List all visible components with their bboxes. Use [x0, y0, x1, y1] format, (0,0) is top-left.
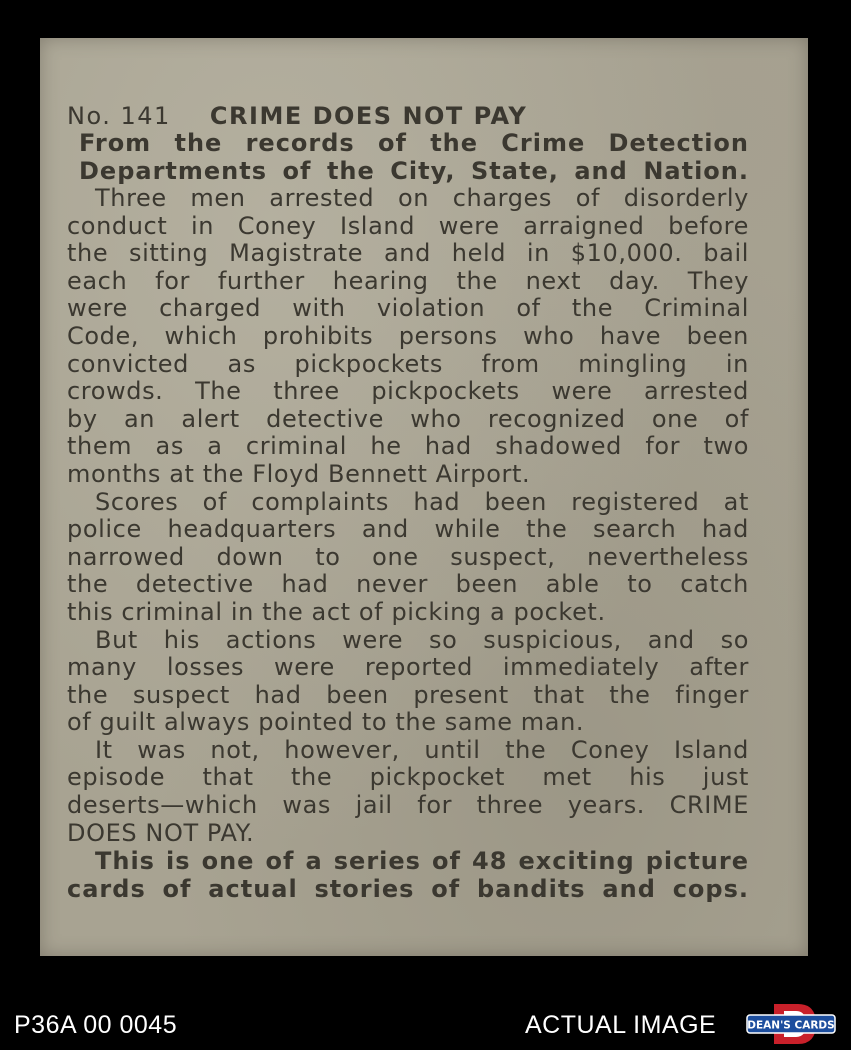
story-line: the sitting Magistrate and held in $10,000. bail: [67, 239, 749, 268]
story-line: of guilt always pointed to the same man.: [67, 708, 585, 737]
story-line: police headquarters and while the search had: [67, 515, 749, 544]
story-line: deserts—which was jail for three years. CRIME: [67, 791, 749, 820]
card-subtitle: [67, 130, 749, 185]
story-line: episode that the pickpocket met his just: [67, 763, 749, 792]
card-header: [67, 102, 749, 130]
story-line: were charged with violation of the Criminal: [67, 294, 749, 323]
story-line: Scores of complaints had been registered at: [95, 487, 749, 516]
story-line: by an alert detective who recognized one of: [67, 404, 749, 433]
subtitle-line: Departments of the City, State, and Nation.: [79, 156, 749, 185]
deans-cards-logo-icon: [744, 1002, 838, 1046]
series-note-line: cards of actual stories of bandits and cops.: [67, 875, 749, 904]
story-line: the suspect had been present that the finger: [67, 680, 749, 709]
story-line: the detective had never been able to catch: [67, 570, 749, 599]
story-line: months at the Floyd Bennett Airport.: [67, 459, 531, 488]
story-line: But his actions were so suspicious, and so: [95, 625, 749, 654]
story-line: It was not, however, until the Coney Island: [95, 735, 749, 764]
story-line: many losses were reported immediately after: [67, 653, 749, 682]
card-title: CRIME DOES NOT PAY: [209, 102, 528, 130]
story-line: them as a criminal he had shadowed for two: [67, 432, 749, 461]
story-line: each for further hearing the next day. They: [67, 266, 749, 295]
card-text-block: [67, 102, 749, 903]
card-number: No. 141: [67, 102, 171, 130]
card-series-note: [67, 847, 749, 903]
series-note-line: This is one of a series of 48 exciting picture: [95, 847, 749, 876]
story-line: crowds. The three pickpockets were arrested: [67, 377, 749, 406]
story-line: DOES NOT PAY.: [67, 818, 255, 847]
story-line: this criminal in the act of picking a pocket.: [67, 597, 606, 626]
story-line: conduct in Coney Island were arraigned before: [67, 211, 749, 240]
subtitle-line: From the records of the Crime Detection: [79, 129, 749, 157]
story-line: narrowed down to one suspect, nevertheless: [67, 542, 749, 571]
story-line: convicted as pickpockets from mingling in: [67, 349, 749, 378]
item-code-label: P36A 00 0045: [14, 1011, 178, 1039]
trading-card-back: [40, 38, 808, 956]
story-line: Three men arrested on charges of disorderly: [95, 184, 749, 212]
card-story: [67, 185, 749, 847]
logo-text: DEAN'S CARDS: [747, 1019, 835, 1032]
story-line: Code, which prohibits persons who have been: [67, 321, 749, 350]
actual-image-label: ACTUAL IMAGE: [525, 1011, 717, 1039]
deans-cards-logo: [744, 1002, 838, 1046]
